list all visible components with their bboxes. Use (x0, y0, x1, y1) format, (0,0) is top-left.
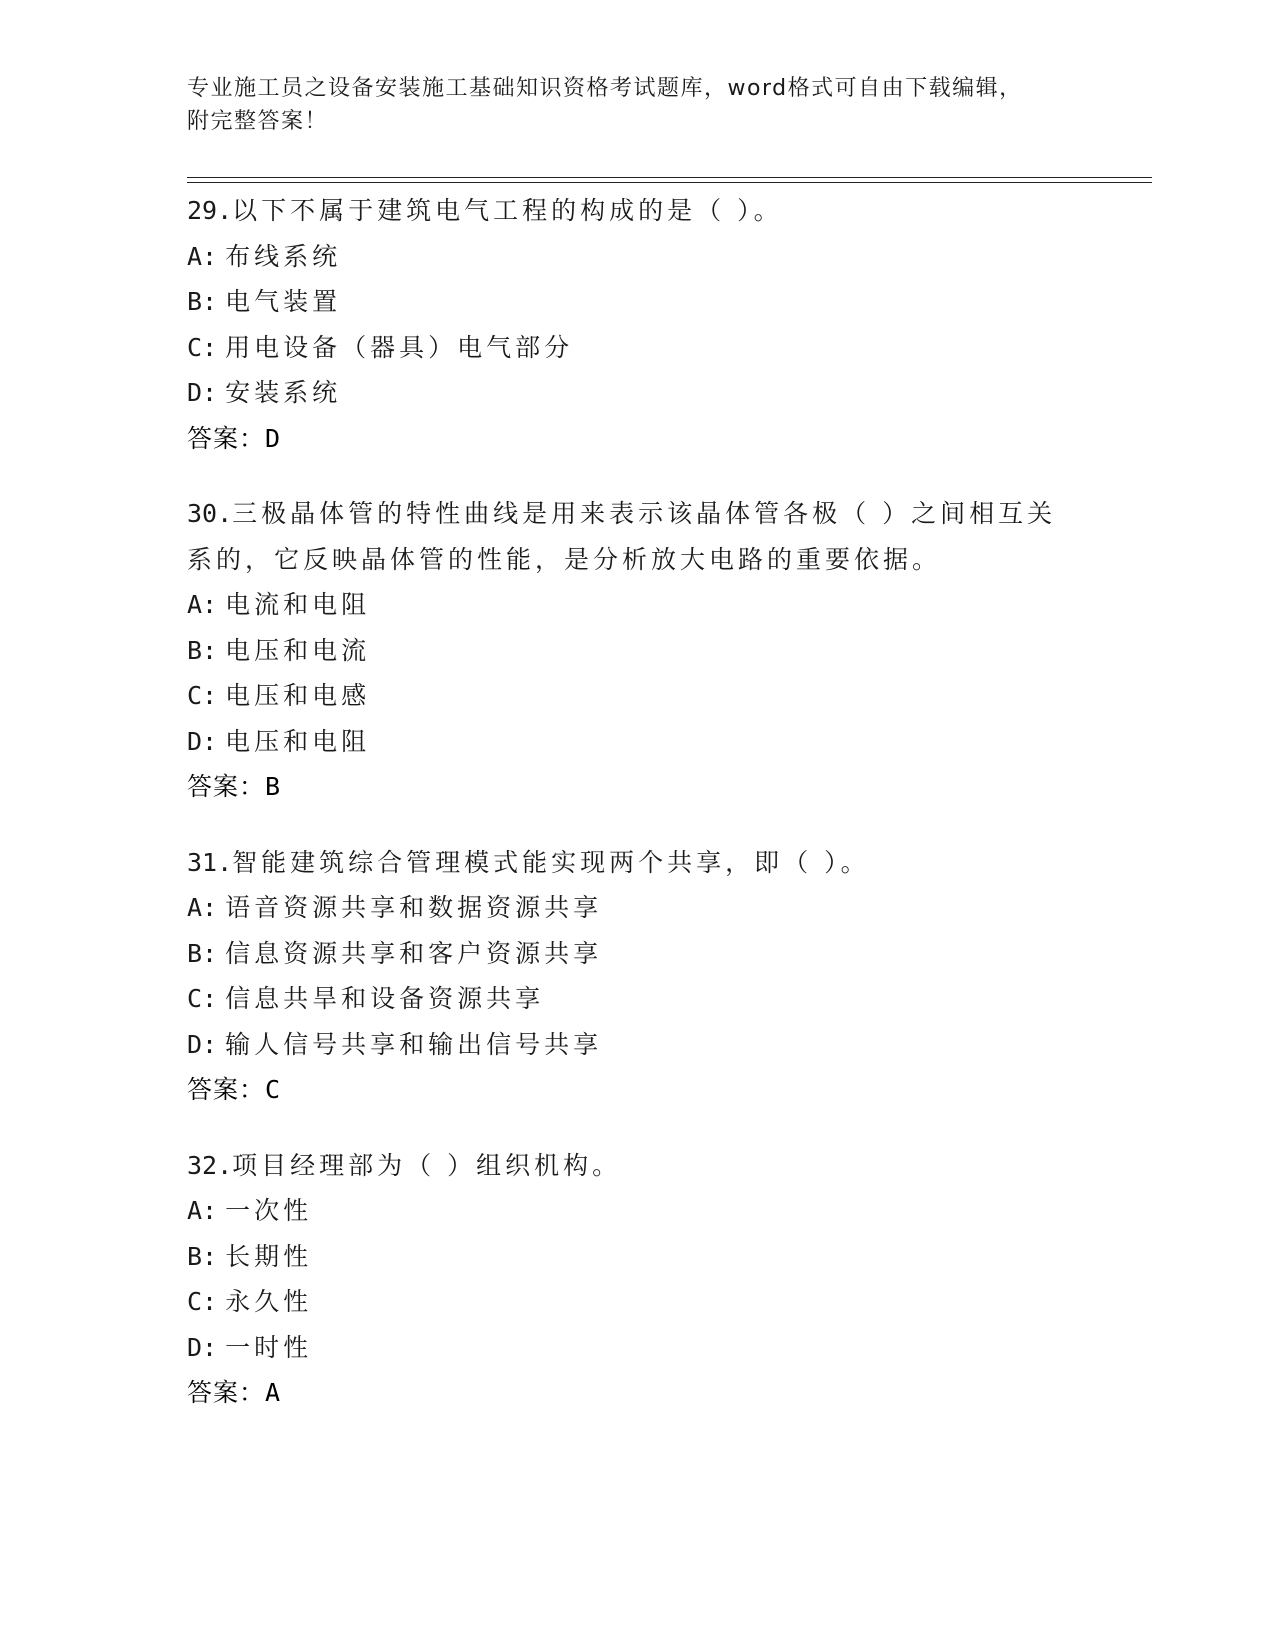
option-text: 电压和电流 (225, 635, 371, 665)
option-letter: D: (187, 726, 218, 756)
question-number: 29. (187, 196, 233, 225)
option-letter: A: (187, 1196, 218, 1225)
question-text (187, 840, 1067, 886)
option-b (187, 931, 1087, 977)
option-text: 电压和电阻 (225, 726, 371, 756)
question-30 (187, 491, 1087, 810)
option-a (187, 1188, 1087, 1234)
option-d (187, 719, 1087, 765)
header-divider-top (187, 177, 1152, 178)
question-number: 32. (187, 1150, 233, 1180)
option-c (187, 1279, 1087, 1325)
question-number: 30. (187, 499, 233, 528)
question-31 (187, 840, 1087, 1113)
option-text: 长期性 (225, 1241, 313, 1271)
option-text: 电压和电感 (225, 681, 371, 710)
option-letter: C: (187, 984, 218, 1013)
question-number: 31. (187, 847, 233, 877)
answer-label: 答案： (187, 1075, 266, 1104)
answer-value: D (265, 423, 282, 453)
option-letter: D: (187, 1332, 218, 1362)
answer-line (187, 764, 1087, 810)
answer-label: 答案： (187, 1378, 266, 1407)
question-stem: 以下不属于建筑电气工程的构成的是（ ）。 (232, 196, 783, 225)
option-text: 电流和电阻 (225, 590, 371, 619)
question-stem: 项目经理部为（ ）组织机构。 (232, 1150, 622, 1180)
question-text (187, 188, 1067, 234)
option-letter: C: (187, 681, 218, 710)
question-32 (187, 1143, 1087, 1416)
option-a (187, 885, 1087, 931)
option-text: 信息资源共享和客户资源共享 (225, 938, 603, 968)
header-divider-bottom (187, 182, 1152, 183)
option-letter: A: (187, 893, 218, 922)
answer-value: A (265, 1378, 282, 1407)
option-text: 布线系统 (225, 241, 342, 271)
option-text: 语音资源共享和数据资源共享 (225, 893, 603, 922)
question-29 (187, 188, 1087, 461)
option-c (187, 325, 1087, 371)
question-list (187, 188, 1087, 1446)
option-letter: A: (187, 241, 218, 271)
question-stem: 智能建筑综合管理模式能实现两个共享，即（ ）。 (232, 847, 870, 877)
option-d (187, 1325, 1087, 1371)
option-letter: B: (187, 938, 218, 968)
option-text: 一时性 (225, 1332, 313, 1362)
answer-line (187, 416, 1087, 462)
question-text (187, 491, 1067, 582)
option-letter: D: (187, 378, 218, 407)
answer-value: B (265, 772, 282, 801)
option-b (187, 1234, 1087, 1280)
option-text: 一次性 (225, 1196, 313, 1225)
question-text (187, 1143, 1067, 1189)
option-d (187, 1022, 1087, 1068)
option-b (187, 628, 1087, 674)
option-c (187, 976, 1087, 1022)
option-letter: B: (187, 635, 218, 665)
option-letter: C: (187, 332, 218, 362)
answer-line (187, 1370, 1087, 1416)
option-text: 信息共旱和设备资源共享 (225, 984, 545, 1013)
option-a (187, 234, 1087, 280)
option-c (187, 673, 1087, 719)
answer-value: C (265, 1075, 282, 1104)
option-letter: C: (187, 1287, 218, 1316)
document-header (187, 72, 1067, 138)
answer-label: 答案： (187, 423, 266, 453)
option-letter: D: (187, 1029, 218, 1059)
answer-line (187, 1067, 1087, 1113)
header-line-2: 附完整答案！ (187, 109, 329, 134)
option-d (187, 370, 1087, 416)
option-text: 电气装置 (225, 287, 342, 316)
header-line-1: 专业施工员之设备安装施工基础知识资格考试题库，word格式可自由下载编辑， (187, 76, 1023, 101)
option-text: 输人信号共享和输出信号共享 (225, 1029, 603, 1059)
option-letter: A: (187, 590, 218, 619)
option-letter: B: (187, 287, 218, 316)
option-text: 永久性 (225, 1287, 313, 1316)
option-b (187, 279, 1087, 325)
question-stem: 三极晶体管的特性曲线是用来表示该晶体管各极（ ）之间相互关系的，它反映晶体管的性能，是分析放大电路的重要依据。 (187, 499, 1057, 574)
option-text: 安装系统 (225, 378, 342, 407)
answer-label: 答案： (187, 772, 266, 801)
option-letter: B: (187, 1241, 218, 1271)
option-a (187, 582, 1087, 628)
option-text: 用电设备（器具）电气部分 (225, 332, 574, 362)
